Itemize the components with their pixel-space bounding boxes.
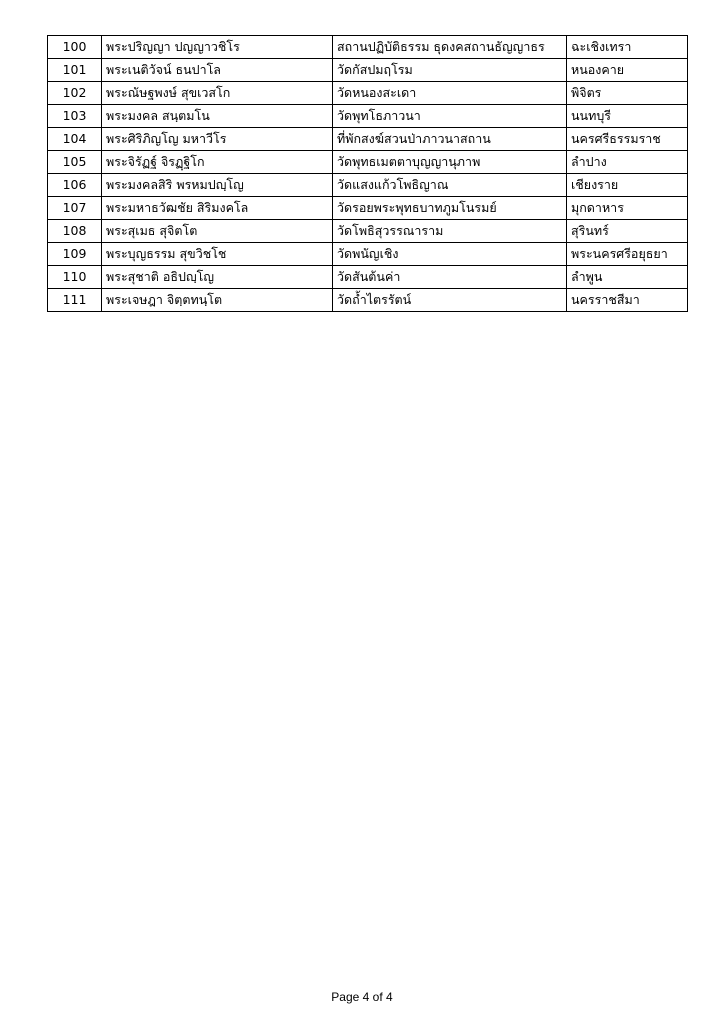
monk-name: พระเจษฎา จิตฺตทนฺโต xyxy=(102,289,333,312)
province: ลำพูน xyxy=(567,266,688,289)
table-row xyxy=(48,151,688,174)
monk-name: พระจิรัฏฐ์ จิรฏฺฐิโก xyxy=(102,151,333,174)
monk-name: พระบุญธรรม สุขวิชโช xyxy=(102,243,333,266)
province: สุรินทร์ xyxy=(567,220,688,243)
table-row xyxy=(48,243,688,266)
table-row xyxy=(48,266,688,289)
province: หนองคาย xyxy=(567,59,688,82)
province: มุกดาหาร xyxy=(567,197,688,220)
table-row xyxy=(48,289,688,312)
table-row xyxy=(48,197,688,220)
temple-name: วัดพนัญเชิง xyxy=(333,243,567,266)
temple-name: วัดรอยพระพุทธบาทภูมโนรมย์ xyxy=(333,197,567,220)
temple-name: วัดถ้ำไตรรัตน์ xyxy=(333,289,567,312)
temple-name: วัดแสงแก้วโพธิญาณ xyxy=(333,174,567,197)
monk-name: พระปริญญา ปญญาวชิโร xyxy=(102,36,333,59)
page-number-footer: Page 4 of 4 xyxy=(331,990,393,1004)
row-number: 111 xyxy=(48,289,102,312)
row-number: 109 xyxy=(48,243,102,266)
temple-name: วัดพุทโธภาวนา xyxy=(333,105,567,128)
row-number: 105 xyxy=(48,151,102,174)
row-number: 110 xyxy=(48,266,102,289)
province: เชียงราย xyxy=(567,174,688,197)
row-number: 106 xyxy=(48,174,102,197)
monk-name: พระมงคลสิริ พรหมปญฺโญ xyxy=(102,174,333,197)
row-number: 100 xyxy=(48,36,102,59)
table-row xyxy=(48,59,688,82)
monk-name: พระศิริภิญโญ มหาวีโร xyxy=(102,128,333,151)
row-number: 103 xyxy=(48,105,102,128)
province: นนทบุรี xyxy=(567,105,688,128)
table-row xyxy=(48,128,688,151)
monk-name: พระมหาธวัฒชัย สิริมงคโล xyxy=(102,197,333,220)
row-number: 107 xyxy=(48,197,102,220)
province: พิจิตร xyxy=(567,82,688,105)
temple-name: วัดสันต้นค่า xyxy=(333,266,567,289)
row-number: 104 xyxy=(48,128,102,151)
province: ลำปาง xyxy=(567,151,688,174)
province: พระนครศรีอยุธยา xyxy=(567,243,688,266)
province: ฉะเชิงเทรา xyxy=(567,36,688,59)
monk-name: พระสุเมธ สุจิตโต xyxy=(102,220,333,243)
monk-name: พระเนติวัจน์ ธนปาโล xyxy=(102,59,333,82)
monk-name: พระมงคล สนฺตมโน xyxy=(102,105,333,128)
province: นครราชสีมา xyxy=(567,289,688,312)
table-row xyxy=(48,174,688,197)
table-row xyxy=(48,220,688,243)
temple-name: วัดหนองสะเดา xyxy=(333,82,567,105)
row-number: 108 xyxy=(48,220,102,243)
temple-name: วัดพุทธเมตตาบุญญานุภาพ xyxy=(333,151,567,174)
temple-name: วัดโพธิสุวรรณาราม xyxy=(333,220,567,243)
monk-name: พระณัษฐพงษ์ สุขเวสโก xyxy=(102,82,333,105)
table-row xyxy=(48,82,688,105)
temple-name: ที่พักสงฆ์สวนป่าภาวนาสถาน xyxy=(333,128,567,151)
province: นครศรีธรรมราช xyxy=(567,128,688,151)
temple-name: วัดกัสปมฤโรม xyxy=(333,59,567,82)
temple-name: สถานปฏิบัติธรรม ธุดงคสถานธัญญาธร xyxy=(333,36,567,59)
roster-table xyxy=(47,35,688,312)
row-number: 102 xyxy=(48,82,102,105)
monk-name: พระสุชาติ อธิปญฺโญ xyxy=(102,266,333,289)
table-row xyxy=(48,105,688,128)
roster-table-body xyxy=(48,36,688,312)
row-number: 101 xyxy=(48,59,102,82)
table-row xyxy=(48,36,688,59)
